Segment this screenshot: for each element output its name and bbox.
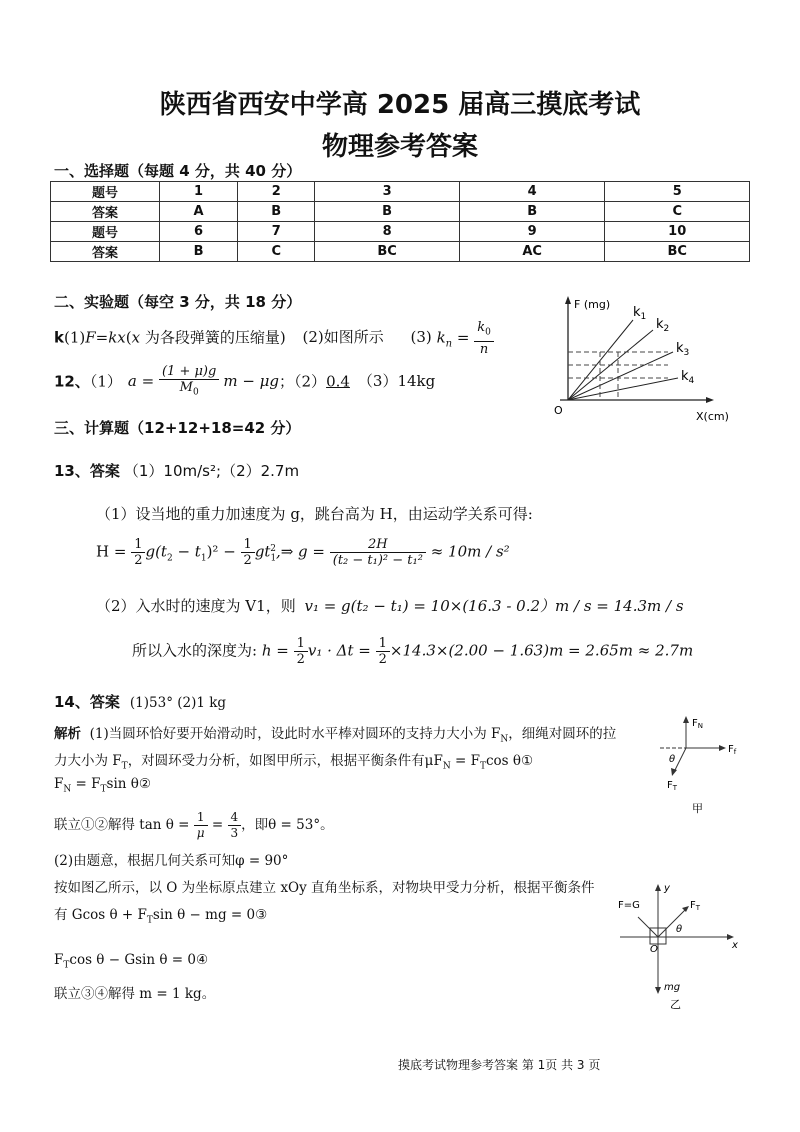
q13-half-2: $\frac{1}{2}$ (241, 537, 255, 568)
label-k1: $k_1$ (633, 305, 647, 322)
q11-formula: F=kx (85, 328, 126, 347)
q11-equals: = (452, 328, 475, 347)
answer-table-row-label: 题号 (51, 182, 160, 202)
q14-analysis-label: 解析 (54, 726, 81, 742)
answer-table-row (51, 242, 750, 262)
q12 (54, 364, 435, 401)
q11 (54, 320, 494, 357)
q13-half-1: $\frac{1}{2}$ (131, 537, 145, 568)
q12-number: 12、 (54, 372, 90, 391)
q14-line8: $F_T\cos$ θ − Gsin θ = 0④ (54, 952, 209, 971)
q13-step3-text: 所以入水的深度为: (132, 641, 262, 660)
q11-var-x: x (131, 328, 141, 347)
answer-table-row (51, 202, 750, 222)
q14-line3: $F_N = F_T\sin$ θ② (54, 776, 151, 795)
answer-table-cell: 8 (315, 222, 460, 242)
q12-part2-label: ；（2） (279, 372, 327, 391)
fig2-mg-label: mg (664, 982, 681, 993)
q13-step3-h: h = (261, 641, 294, 660)
label-k3: $k_3$ (676, 341, 690, 358)
q13-half-3: $\frac{1}{2}$ (294, 636, 308, 667)
q14-line5: (2)由题意，根据几何关系可知φ = 90° (54, 853, 289, 869)
section3-heading: 三、计算题（12+12+18=42 分） (54, 419, 301, 437)
answer-table-cell: BC (315, 242, 460, 262)
q13-eq1-implies: ,⇒ g = (275, 542, 330, 561)
fig1-caption: 甲 (692, 802, 703, 815)
q13-step3-v: v₁ · Δt = (307, 641, 376, 660)
q13-step2 (96, 595, 684, 616)
answer-table-row-label: 题号 (51, 222, 160, 242)
fig2-fg-arrow (638, 917, 658, 937)
answer-table-cell: 2 (238, 182, 315, 202)
answer-table-cell: C (605, 202, 750, 222)
fig2-origin: O (650, 944, 658, 955)
answer-table-cell: AC (459, 242, 605, 262)
graph-y-arrow (565, 296, 571, 304)
fig1-ft-arrow (674, 748, 686, 772)
q14-number: 14、 (54, 693, 90, 711)
q11-part3-label: (3) (410, 328, 432, 347)
answer-table-cell: B (459, 202, 605, 222)
answer-table-cell: B (160, 242, 238, 262)
q12-tail: m − μg (223, 372, 280, 391)
answer-table-cell: 1 (160, 182, 238, 202)
q12-fraction (159, 364, 219, 401)
answer-table-cell: 7 (238, 222, 315, 242)
q13-step2-text: （2）入水时的速度为 V1，则 (96, 597, 301, 615)
spring-graph (538, 290, 738, 425)
q11-frac-num-sub: 0 (485, 327, 491, 338)
q13-eq1-gt: gt (254, 542, 271, 561)
graph-y-label: F (mg) (574, 298, 611, 311)
answer-table-row-label: 答案 (51, 202, 160, 222)
q14-answer-label: 答案 (89, 693, 120, 711)
line-k3 (568, 352, 673, 400)
label-k4: $k_4$ (681, 369, 695, 386)
q13-answer-text: （1）10m/s²;（2）2.7m (123, 462, 300, 480)
fig1-ft-label: $F_T$ (667, 780, 678, 792)
fig2-y-label: y (664, 883, 670, 894)
fig2-fg-label: F=G (618, 900, 640, 911)
q13-answer-label: 答案 (89, 462, 120, 480)
q12-frac-den-sub: 0 (192, 387, 199, 398)
q11-number: k (54, 328, 64, 347)
q11-part1-label: (1) (63, 328, 86, 347)
answer-table-row (51, 182, 750, 202)
q12-frac-num: (1 + μ)g (161, 364, 217, 379)
figure-yi (610, 880, 750, 1015)
q13-number: 13、 (54, 462, 90, 480)
q13-step1: （1）设当地的重力加速度为 g，跳台高为 H，由运动学关系可得: (96, 505, 533, 523)
graph-x-label: X(cm) (696, 410, 729, 423)
q14-answer (54, 691, 226, 712)
page-title: 陕西省西安中学高 2025 届高三摸底考试 (159, 90, 641, 120)
fig2-caption: 乙 (670, 998, 681, 1011)
fig1-ff-label: $F_f$ (728, 744, 737, 756)
answer-table-cell: C (238, 242, 315, 262)
q12-part2-value: 0.4 (326, 372, 350, 391)
page-subtitle: 物理参考答案 (321, 132, 478, 162)
fig1-fn-label: $F_N$ (692, 718, 704, 730)
q13-eq1-H: H = (96, 542, 132, 561)
answer-table-cell: 6 (160, 222, 238, 242)
fig2-ft-label: $F_T$ (690, 900, 701, 912)
q12-part3: （3）14kg (357, 372, 436, 391)
answer-table-cell: B (315, 202, 460, 222)
graph-line-labels (633, 305, 695, 386)
q11-fraction (474, 320, 494, 357)
q14-line1: 解析 (1)当圆环恰好要开始滑动时，设此时水平棒对圆环的支持力大小为 $F_N$，细绳对圆环的拉 (54, 726, 617, 745)
q14-line7: 有 Gcos $\theta + F_T\sin$ θ − mg = 0③ (54, 907, 268, 926)
q11-kn-sub: n (445, 338, 453, 350)
q13-eq1-fraction: $\frac{2H}{\text{(t₂ − t₁)² − t₁²}}$ (330, 537, 426, 568)
answer-table-cell: BC (605, 242, 750, 262)
q11-kn: k (436, 328, 446, 347)
line-k4 (568, 378, 678, 400)
q13-half-4: $\frac{1}{2}$ (376, 636, 390, 667)
answer-table-cell: 9 (459, 222, 605, 242)
q11-frac-num: k (477, 320, 486, 335)
fig2-x-label: x (732, 940, 738, 951)
q13-step3 (132, 636, 693, 667)
q13-eq1-g: g(t (145, 542, 167, 561)
q13-step2-eq: v₁ = g(t₂ − t₁) = 10×(16.3 - 0.2）m / s = 14.3m / s (304, 597, 684, 615)
q13-answer (54, 460, 299, 481)
section1-heading: 一、选择题（每题 4 分，共 40 分） (54, 162, 302, 180)
answer-table (50, 181, 750, 262)
graph-origin: O (554, 404, 563, 417)
q14-answer-text: (1)53° (2)1 kg (129, 695, 227, 711)
q14-frac-1: $\frac{1}{\mu}$ (194, 810, 208, 841)
fig1-theta: θ (669, 754, 676, 765)
answer-table-cell: B (238, 202, 315, 222)
answer-table-cell: A (160, 202, 238, 222)
q14-line6: 按如图乙所示，以 O 为坐标原点建立 xOy 直角坐标系，对物块甲受力分析，根据平衡条件 (54, 880, 595, 896)
q14-frac-2: $\frac{4}{3}$ (228, 810, 242, 841)
q12-a-eq: a = (127, 372, 159, 391)
answer-table-cell: 3 (315, 182, 460, 202)
figure-jia (652, 712, 752, 822)
q14-line9: 联立③④解得 m = 1 kg。 (54, 986, 216, 1002)
q12-frac-den: M (179, 380, 193, 395)
q13-eq1-sq: )² − (206, 542, 241, 561)
q13-eq1: H = $\frac{1}{2}$ $g(t_2 - t_1)^2$ − $\frac{1}{2}$ $gt_1^2,\Rightarrow$ g = $\frac{2H}{\text{(t₂ − t₁)² − t₁²}}$ ≈ 10m / s² (96, 537, 510, 568)
q13-eq1-t: − t (172, 542, 201, 561)
q12-part1-label: （1） (89, 372, 122, 391)
q13-eq1-result: ≈ 10m / s² (425, 542, 510, 561)
fig2-theta: θ (676, 924, 683, 935)
answer-table-cell: 10 (605, 222, 750, 242)
section2-heading: 二、实验题（每空 3 分，共 18 分） (54, 293, 302, 311)
graph-x-arrow (706, 397, 714, 403)
q11-part2: (2)如图所示 (302, 328, 384, 347)
label-k2: $k_2$ (656, 317, 670, 334)
q14-line2: 力大小为 $F_T$，对圆环受力分析，如图甲所示，根据平衡条件有$\mu F_N = F_T\cos$ θ① (54, 753, 534, 772)
q14-line4: 联立①②解得 tan θ = $\frac{1}{\mu}$ = $\frac{4}{3}$ ，即θ = 53°。 (54, 810, 334, 840)
q11-part1-text: 为各段弹簧的压缩量) (140, 328, 286, 347)
answer-table-cell: 4 (459, 182, 605, 202)
answer-table-cell: 5 (605, 182, 750, 202)
q13-step3-result: ×14.3×(2.00 − 1.63)m = 2.65m ≈ 2.7m (389, 641, 694, 660)
q11-paren: ( (125, 328, 132, 347)
answer-table-row (51, 222, 750, 242)
q11-frac-den: n (479, 341, 489, 357)
page-footer: 摸底考试物理参考答案 第 1页 共 3 页 (398, 1058, 601, 1072)
answer-table-row-label: 答案 (51, 242, 160, 262)
